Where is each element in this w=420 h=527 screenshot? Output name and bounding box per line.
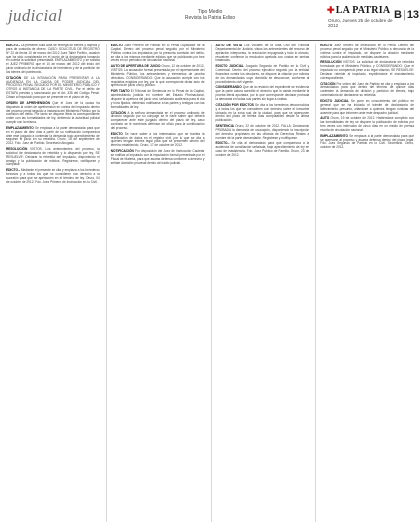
text-column-3 [211,44,310,522]
notice-heading: CITACIÓN POR EDICTOS [215,102,254,107]
notice-body: La presente Auto Acta de entrega de bienes y objetos y para de custodia de dinero. CASO: SOLICITUD DE REGISTRO Nº 22 de fecha 10 de marzo del 2012 Juez Taller Porfirio, ocasión que ha sido considerada en el punto de la declaratoria tomando en cuenta la solicitud presentada. EMPLAZAMIENTO y se solicita el JUEZ PRIMERO que el 10 de marzo del 2012 del inicio del juicio ordinario de la declaratoria de herederos y de la partición de los bienes del patrimonio. [6,44,100,74]
notice-heading: EDICTO [110,131,123,136]
notice-body: Oruro, 22 de octubre de 2012. FALLA: Declarando PROBADA la demanda de usucapión, disponiendo la inscripción del derecho propietario en las oficinas de Derechos Reales a nombre de la parte demandante. Regístrese y notifíquese. [215,124,310,140]
masthead-line-2: Revista la Patria Ediso [184,15,236,21]
notice-heading: CITACIÓN [110,110,126,115]
notice-body: A la señora demandada en el proceso ordinario de divorcio seguido por su cónyuge se le hace saber que deberá comparecer ante este juzgado dentro del plazo de ley, caso contrario se le nombrará defensor de oficio para la continuación del proceso. [110,110,205,130]
logo-text: LA PATRIA [335,5,391,16]
legal-notice [6,127,100,146]
notice-body: Por orden del Juez de Partido se cita y emplaza a los demandados para que dentro del término de quince días contesten la demanda de división y partición de bienes, bajo conminatoria de declararse su rebeldía. [320,81,414,98]
notice-heading: EDICTO [320,44,333,47]
notice-heading: EDICTO.- [6,168,20,173]
page-num: 13 [406,9,420,21]
page-number: B|13 [394,9,420,21]
legal-notice [320,135,414,150]
notice-heading: EDICTO JUDICIAL [320,98,349,103]
legal-notice [216,44,310,63]
legal-notice [6,102,100,125]
notice-body: Se hace saber a los interesados que se tramita la rectificación de datos en el registro civil, por lo que se cita a quienes tengan interés legal para que se presenten dentro del término establecido. Oruro, 17 de octubre de 2012. [110,131,205,148]
masthead-line-1: Tipo Medio [197,9,223,15]
notice-body: DE LA INTIMACIÓN PARA PRESENTAR A LA AUDIENCIA EN LA CAUSA DE PODER JUDICIAL DEL PROCESO PENAL SEGUIDO POR EL MINISTERIO PÚBLICO Y OTROS A INSTANCIA DE LA PARTE CIVIL. Por el delito de ESTAFA previsto y sancionado por el Art. 335 del Código Penal. Citase al imputado para que se presente en el plazo de ley. [6,75,100,99]
notice-body: Se emplaza a la parte demandada para que se apersone al proceso y asuma defensa dentro del plazo legal. Fdo. Juez Segundo de Partido en lo Civil. Secretario. Oruro, octubre de 2012. [320,133,414,150]
notice-heading: EDICTO.- [6,44,20,47]
notice-body: Oruro, 19 de octubre de 2012. Habiéndose cumplido con las formalidades de ley se dispone la publicación de edictos por tres veces con intervalos de cinco días en un medio de prensa escrita de circulación nacional. [320,116,414,132]
notice-heading: RESOLUCIÓN [6,147,28,152]
notice-heading: NOTIFICACIÓN [110,149,134,154]
legal-notice [320,83,414,98]
legal-notice [6,77,100,100]
notice-heading: EMPLAZAMIENTO [6,125,34,130]
notice-heading: POR TANTO [110,89,130,94]
legal-notice [111,133,205,148]
notice-heading: CONSIDERANDO [215,85,242,90]
page-header [0,0,420,41]
notice-body: Se cita al demandado para que comparezca a la audiencia de conciliación señalada, bajo apercibimiento de ley en caso de inasistencia. Fdo. Juez Público de Familia. Oruro, 23 de octubre de 2012. [215,141,310,157]
notice-heading: AUTO DE APERTURA DE JUICIO [110,64,161,69]
legal-notice [6,169,100,184]
legal-notice [216,104,310,123]
legal-notice [320,44,414,59]
newspaper-logo [327,5,390,16]
notice-heading: ORDEN DE APREHENSIÓN [6,100,50,105]
notice-body: Los Vocales de la Sala Civil del Tribunal Departamental de Justicia, vistos los antecedentes del recurso de apelación interpuesto, la resolución impugnada y todo lo obrado, resuelven confirmar la resolución apelada con costas en ambas instancias. [215,44,310,63]
notice-body: El Tribunal de Sentencia en lo Penal de la Capital, administrando justicia en nombre del Estado Plurinacional, dispone la apertura del juicio oral, señalando audiencia para el día y hora fijados, debiendo notificarse a las partes y testigos con las formalidades de ley. [110,89,205,109]
notice-body: Juez Primero de Partido en lo Penal Liquidador de la Capital. Dentro del proceso penal seguido por el Ministerio Público contra los imputados por la presunta comisión del delito, se cita a los mismos mediante edictos que se publicarán por tres veces en un periódico de circulación nacional. [110,44,205,63]
logo-cross-icon: ✚ [327,5,335,15]
notice-heading: CITACIÓN [6,75,22,80]
notice-body: Que el Juez de la causa ha dispuesto la orden de aprehensión en contra del imputado dentro del proceso penal seguido a instancia del Ministerio Público por la comisión del delito. Por tanto se dispone librar la correspondiente orden con las formalidades de ley, debiendo la autoridad policial cumplir con la misma. [6,100,100,125]
notice-heading: EDICTO.- [215,141,230,146]
notice-heading: EDICTO JUDICIAL [215,64,244,69]
notice-heading: AUTO [320,116,330,121]
legal-notice [6,44,100,75]
legal-notice [111,65,205,88]
notice-heading: AUTO DE VISTA [215,44,243,47]
masthead-center [150,9,270,21]
notice-body: Que de la revisión del expediente se evidencia que la parte actora acreditó el derecho que le asiste mediante la prueba literal aportada, por lo que corresponde declarar probada la demanda en todas sus partes sin lugar a costas. [215,85,310,101]
legal-notice [320,61,414,80]
notice-body: Por disposición del Juez de Instrucción Cautelar se notifica al imputado con la imputación formal presentada por el Fiscal de Materia, para que asuma defensa conforme a derecho y señale domicilio procesal dentro del radio judicial. [110,149,205,165]
text-column-1 [6,44,100,522]
notice-body: Oruro, 12 de octubre de 2012. VISTOS: La acusación formal presentada por el representante del Ministerio Público, los antecedentes y elementos de prueba ofrecidos. CONSIDERANDO: Que la acusación cumple con los requisitos exigidos por ley, por lo que corresponde dictar auto de apertura de juicio oral y público. [110,64,205,88]
notice-heading: SENTENCIA [215,124,234,129]
notice-body: Se emplaza a la parte demandada para que en el plazo de diez días a partir de su notificación comparezca ante este juzgado a contestar la demanda bajo apercibimiento de seguirse el juicio en su rebeldía. Oruro, 18 de septiembre de 2012. Fdo. Juez de Partido. Secretario Abogado. [6,125,100,146]
legal-notice [320,117,414,132]
legal-notice [111,90,205,109]
legal-notice [111,44,205,63]
page-letter: B [394,9,402,21]
legal-notice [111,112,205,131]
legal-notice [216,86,310,101]
legal-notice [6,148,100,167]
text-column-2 [106,44,205,522]
legal-notice [216,125,310,140]
notice-heading: RESOLUCIÓN [320,60,342,65]
legal-notice [320,100,414,115]
notice-body: Mediante el presente se cita y emplaza a los herederos forzosos y a todos los que se consideren con derecho a la sucesión para que se apersonen en el término de ley. Oruro, 04 de octubre de 2012. Fdo. Juez Primero de Instrucción en lo Civil. [6,168,100,184]
dateline: Oruro, Jueves 25 de octubre de 2012 [328,18,393,28]
notice-body: VISTOS: La solicitud de declaratoria de rebeldía formulada por el Ministerio Público, y CONSIDERANDO: Que el imputado no compareció pese a su legal citación, SE RESUELVE: Declarar rebelde al imputado, expidiéndose el mandamiento correspondiente. [320,60,414,80]
legal-notice [216,142,310,157]
notice-body: Juzgado Segundo de Partido en lo Civil y Comercial. Dentro del proceso ejecutivo seguido por la entidad financiera contra los deudores, se dispone la citación por edictos de los demandados cuyo domicilio se desconoce, conforme al procedimiento civil vigente. [215,64,310,84]
notice-heading: CITACIÓN [320,81,336,86]
notice-body: Juez Tercero de Instrucción en lo Penal. Dentro del proceso penal seguido por el Ministerio Público a denuncia de la víctima contra el imputado, se dispone la citación mediante edictos para la audiencia de medidas cautelares. [320,44,414,59]
legal-notice [111,150,205,165]
text-column-4 [315,44,414,522]
notice-body: Se pone en conocimiento del público en general que se ha iniciado el trámite de declaratoria de fallecimiento presunto, citándose a quienes tengan noticias del ausente para que informen ante este despacho judicial. [320,98,414,115]
section-title: judicial [8,6,63,25]
notice-heading: EDICTO [110,44,123,47]
legal-notice [216,65,310,84]
notice-body: VISTOS: Los antecedentes del proceso, la solicitud de declaratoria de rebeldía y lo dispuesto por ley, SE RESUELVE: Declarar la rebeldía del imputado, disponiendo el arraigo y la publicación de edictos. Regístrese, notifíquese y cúmplase. [6,147,100,167]
text-columns [6,44,414,522]
notice-heading: EMPLAZAMIENTO [320,133,348,138]
notice-body: Se cita a los herederos desconocidos y a todos los que se consideren con derecho sobre el inmueble ubicado en la zona sud de la ciudad, para que se apersonen dentro del plazo de treinta días computables desde la última publicación. [215,102,310,123]
